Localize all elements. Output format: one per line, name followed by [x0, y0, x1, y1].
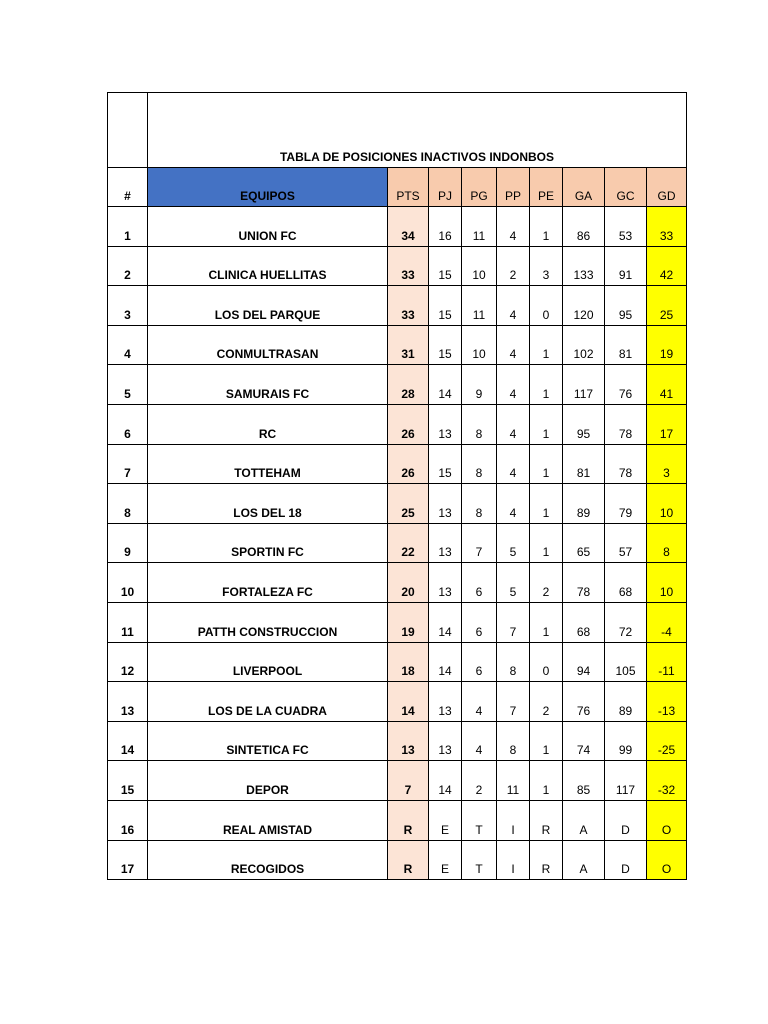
gc-cell: 99 [605, 721, 647, 761]
team-name-cell: RC [148, 404, 388, 444]
pg-cell: 8 [462, 444, 497, 484]
ga-cell: 89 [563, 484, 605, 524]
table-row [108, 365, 687, 405]
rank-cell: 9 [108, 523, 148, 563]
pts-cell: 31 [388, 325, 429, 365]
pe-cell: 1 [530, 207, 563, 247]
pts-cell: 18 [388, 642, 429, 682]
team-name-cell: REAL AMISTAD [148, 800, 388, 840]
team-name-cell: SINTETICA FC [148, 721, 388, 761]
rank-cell: 11 [108, 602, 148, 642]
pe-cell: 2 [530, 563, 563, 603]
pts-cell: 28 [388, 365, 429, 405]
header-equipos: EQUIPOS [148, 168, 388, 207]
gc-cell: 72 [605, 602, 647, 642]
pj-cell: 14 [429, 761, 462, 801]
rank-cell: 3 [108, 286, 148, 326]
gc-cell: 89 [605, 682, 647, 722]
pts-cell: 20 [388, 563, 429, 603]
ga-cell: 68 [563, 602, 605, 642]
pp-cell: 8 [497, 721, 530, 761]
table-row [108, 404, 687, 444]
rank-cell: 2 [108, 246, 148, 286]
table-row [108, 246, 687, 286]
header-pe: PE [530, 168, 563, 207]
gc-cell: 79 [605, 484, 647, 524]
table-row [108, 444, 687, 484]
ga-cell: 102 [563, 325, 605, 365]
team-name-cell: TOTTEHAM [148, 444, 388, 484]
ga-cell: 65 [563, 523, 605, 563]
pe-cell: 1 [530, 523, 563, 563]
table-row [108, 325, 687, 365]
pg-cell: T [462, 800, 497, 840]
table-row [108, 207, 687, 247]
table-title: TABLA DE POSICIONES INACTIVOS INDONBOS [148, 93, 687, 168]
pp-cell: 2 [497, 246, 530, 286]
ga-cell: 76 [563, 682, 605, 722]
pp-cell: 4 [497, 286, 530, 326]
rank-cell: 5 [108, 365, 148, 405]
pg-cell: T [462, 840, 497, 880]
header-pts: PTS [388, 168, 429, 207]
pp-cell: 7 [497, 602, 530, 642]
gd-cell: 41 [647, 365, 687, 405]
header-pg: PG [462, 168, 497, 207]
table-row [108, 563, 687, 603]
ga-cell: 94 [563, 642, 605, 682]
team-name-cell: CONMULTRASAN [148, 325, 388, 365]
pg-cell: 8 [462, 484, 497, 524]
pp-cell: 11 [497, 761, 530, 801]
pts-cell: 26 [388, 444, 429, 484]
rank-cell: 6 [108, 404, 148, 444]
pts-cell: 25 [388, 484, 429, 524]
pe-cell: 1 [530, 404, 563, 444]
gc-cell: 76 [605, 365, 647, 405]
header-row [108, 168, 687, 207]
pj-cell: 13 [429, 563, 462, 603]
gd-cell: -32 [647, 761, 687, 801]
pj-cell: E [429, 840, 462, 880]
pp-cell: 5 [497, 563, 530, 603]
rank-cell: 10 [108, 563, 148, 603]
pj-cell: 13 [429, 523, 462, 563]
header-gd: GD [647, 168, 687, 207]
rank-cell: 12 [108, 642, 148, 682]
gc-cell: 53 [605, 207, 647, 247]
gd-cell: 8 [647, 523, 687, 563]
pj-cell: 13 [429, 682, 462, 722]
pp-cell: 4 [497, 325, 530, 365]
pj-cell: 13 [429, 404, 462, 444]
team-name-cell: SPORTIN FC [148, 523, 388, 563]
table-row [108, 761, 687, 801]
gc-cell: 105 [605, 642, 647, 682]
pg-cell: 10 [462, 325, 497, 365]
team-name-cell: RECOGIDOS [148, 840, 388, 880]
pts-cell: 7 [388, 761, 429, 801]
table-row [108, 286, 687, 326]
pe-cell: 1 [530, 484, 563, 524]
table-row [108, 721, 687, 761]
team-name-cell: LOS DE LA CUADRA [148, 682, 388, 722]
pg-cell: 4 [462, 721, 497, 761]
pts-cell: 34 [388, 207, 429, 247]
gc-cell: 117 [605, 761, 647, 801]
pts-cell: 19 [388, 602, 429, 642]
pj-cell: 14 [429, 602, 462, 642]
title-row [108, 93, 687, 168]
pj-cell: 13 [429, 721, 462, 761]
pg-cell: 2 [462, 761, 497, 801]
pp-cell: I [497, 800, 530, 840]
table-row [108, 602, 687, 642]
gd-cell: 19 [647, 325, 687, 365]
team-name-cell: DEPOR [148, 761, 388, 801]
pe-cell: 1 [530, 721, 563, 761]
gd-cell: 3 [647, 444, 687, 484]
pj-cell: 13 [429, 484, 462, 524]
pg-cell: 8 [462, 404, 497, 444]
rank-cell: 4 [108, 325, 148, 365]
pj-cell: 15 [429, 286, 462, 326]
pg-cell: 7 [462, 523, 497, 563]
ga-cell: A [563, 800, 605, 840]
pe-cell: 0 [530, 286, 563, 326]
pp-cell: I [497, 840, 530, 880]
ga-cell: 117 [563, 365, 605, 405]
gd-cell: 25 [647, 286, 687, 326]
gc-cell: D [605, 800, 647, 840]
pe-cell: 1 [530, 444, 563, 484]
team-name-cell: SAMURAIS FC [148, 365, 388, 405]
table-row [108, 523, 687, 563]
rank-cell: 1 [108, 207, 148, 247]
gc-cell: 95 [605, 286, 647, 326]
pts-cell: 13 [388, 721, 429, 761]
rank-cell: 8 [108, 484, 148, 524]
pg-cell: 6 [462, 602, 497, 642]
gd-cell: -4 [647, 602, 687, 642]
pg-cell: 4 [462, 682, 497, 722]
pe-cell: 1 [530, 761, 563, 801]
corner-cell [108, 93, 148, 168]
team-name-cell: PATTH CONSTRUCCION [148, 602, 388, 642]
pe-cell: 0 [530, 642, 563, 682]
ga-cell: 85 [563, 761, 605, 801]
pj-cell: 15 [429, 325, 462, 365]
rank-cell: 14 [108, 721, 148, 761]
gd-cell: 10 [647, 563, 687, 603]
table-row [108, 642, 687, 682]
table-row [108, 840, 687, 880]
pp-cell: 4 [497, 207, 530, 247]
table-row [108, 800, 687, 840]
rank-cell: 7 [108, 444, 148, 484]
gd-cell: 17 [647, 404, 687, 444]
gc-cell: 57 [605, 523, 647, 563]
gc-cell: 81 [605, 325, 647, 365]
team-name-cell: UNION FC [148, 207, 388, 247]
pp-cell: 4 [497, 365, 530, 405]
pts-cell: 22 [388, 523, 429, 563]
pj-cell: 15 [429, 246, 462, 286]
header-gc: GC [605, 168, 647, 207]
ga-cell: 95 [563, 404, 605, 444]
table-row [108, 682, 687, 722]
gd-cell: -13 [647, 682, 687, 722]
pts-cell: R [388, 800, 429, 840]
ga-cell: 81 [563, 444, 605, 484]
pp-cell: 7 [497, 682, 530, 722]
pe-cell: 3 [530, 246, 563, 286]
pts-cell: 26 [388, 404, 429, 444]
pp-cell: 5 [497, 523, 530, 563]
team-name-cell: LOS DEL 18 [148, 484, 388, 524]
gd-cell: 33 [647, 207, 687, 247]
header-pj: PJ [429, 168, 462, 207]
pe-cell: 1 [530, 325, 563, 365]
gd-cell: -11 [647, 642, 687, 682]
pp-cell: 4 [497, 444, 530, 484]
team-name-cell: LOS DEL PARQUE [148, 286, 388, 326]
gd-cell: O [647, 840, 687, 880]
pg-cell: 6 [462, 642, 497, 682]
pj-cell: 16 [429, 207, 462, 247]
pts-cell: R [388, 840, 429, 880]
pe-cell: 1 [530, 365, 563, 405]
rank-cell: 15 [108, 761, 148, 801]
gc-cell: D [605, 840, 647, 880]
pe-cell: R [530, 800, 563, 840]
ga-cell: 74 [563, 721, 605, 761]
gc-cell: 78 [605, 444, 647, 484]
ga-cell: 78 [563, 563, 605, 603]
ga-cell: 133 [563, 246, 605, 286]
pe-cell: 2 [530, 682, 563, 722]
gc-cell: 78 [605, 404, 647, 444]
pg-cell: 6 [462, 563, 497, 603]
gc-cell: 91 [605, 246, 647, 286]
rank-cell: 13 [108, 682, 148, 722]
rank-cell: 17 [108, 840, 148, 880]
pg-cell: 10 [462, 246, 497, 286]
pg-cell: 11 [462, 286, 497, 326]
pp-cell: 4 [497, 484, 530, 524]
ga-cell: A [563, 840, 605, 880]
pg-cell: 9 [462, 365, 497, 405]
pj-cell: 14 [429, 642, 462, 682]
gd-cell: 10 [647, 484, 687, 524]
team-name-cell: CLINICA HUELLITAS [148, 246, 388, 286]
gc-cell: 68 [605, 563, 647, 603]
pe-cell: R [530, 840, 563, 880]
gd-cell: O [647, 800, 687, 840]
standings-table [107, 92, 687, 880]
pg-cell: 11 [462, 207, 497, 247]
pj-cell: 15 [429, 444, 462, 484]
rank-cell: 16 [108, 800, 148, 840]
pe-cell: 1 [530, 602, 563, 642]
team-name-cell: FORTALEZA FC [148, 563, 388, 603]
pts-cell: 14 [388, 682, 429, 722]
gd-cell: -25 [647, 721, 687, 761]
header-ga: GA [563, 168, 605, 207]
table-row [108, 484, 687, 524]
header-num: # [108, 168, 148, 207]
ga-cell: 86 [563, 207, 605, 247]
pts-cell: 33 [388, 246, 429, 286]
pj-cell: E [429, 800, 462, 840]
gd-cell: 42 [647, 246, 687, 286]
pts-cell: 33 [388, 286, 429, 326]
pp-cell: 8 [497, 642, 530, 682]
pp-cell: 4 [497, 404, 530, 444]
ga-cell: 120 [563, 286, 605, 326]
pj-cell: 14 [429, 365, 462, 405]
header-pp: PP [497, 168, 530, 207]
team-name-cell: LIVERPOOL [148, 642, 388, 682]
